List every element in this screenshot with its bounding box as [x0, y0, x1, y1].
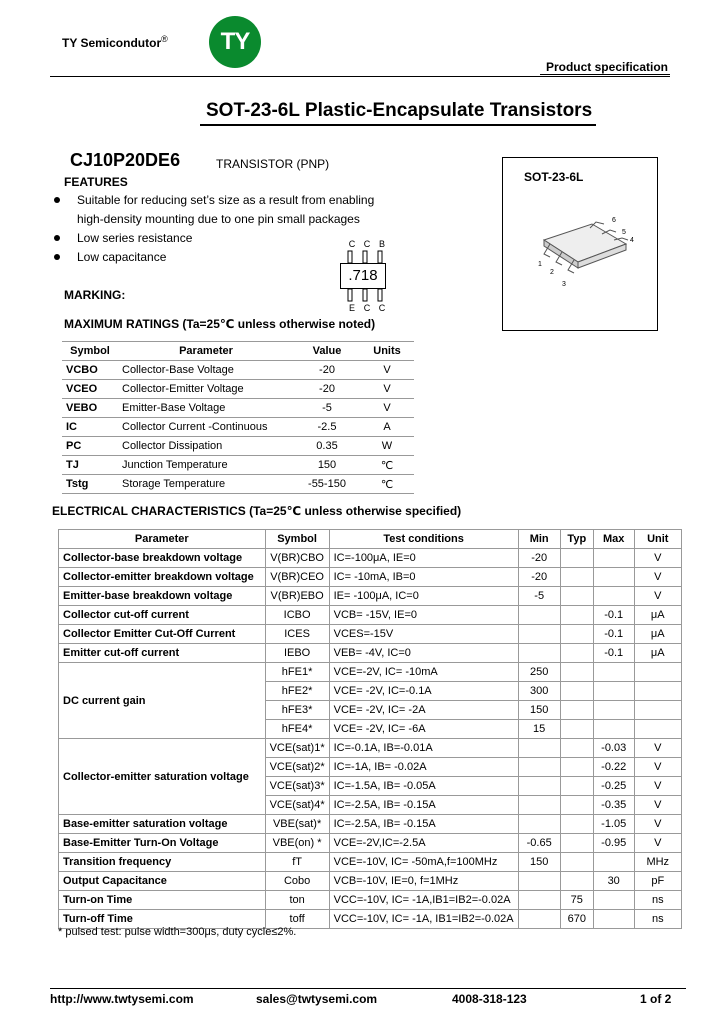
- max-ratings-table: [62, 341, 414, 494]
- table-cell: VCE= -2V, IC= -6A: [329, 720, 518, 739]
- table-cell: VEB= -4V, IC=0: [329, 644, 518, 663]
- table-cell: hFE3*: [265, 701, 329, 720]
- table-cell: IC=-0.1A, IB=-0.01A: [329, 739, 518, 758]
- table-cell: [518, 872, 560, 891]
- table-cell: V(BR)CEO: [265, 568, 329, 587]
- table-cell: [593, 587, 634, 606]
- col-header: Max: [593, 530, 634, 549]
- table-cell: V: [360, 380, 414, 399]
- col-header: Test conditions: [329, 530, 518, 549]
- registered-mark: ®: [161, 34, 168, 44]
- table-cell: Collector-Emitter Voltage: [118, 380, 294, 399]
- table-cell: IC=-100μA, IE=0: [329, 549, 518, 568]
- table-cell: MHz: [634, 853, 681, 872]
- marking-pin-label: E: [348, 303, 355, 313]
- footer-url[interactable]: http://www.twtysemi.com: [50, 992, 194, 1006]
- table-cell: [560, 701, 593, 720]
- table-cell: Collector cut-off current: [59, 606, 266, 625]
- feature-item: Low series resistance: [77, 231, 193, 245]
- table-cell: [634, 720, 681, 739]
- table-cell: Collector Dissipation: [118, 437, 294, 456]
- table-cell: Base-emitter saturation voltage: [59, 815, 266, 834]
- col-header: Units: [360, 342, 414, 361]
- col-header: Symbol: [62, 342, 118, 361]
- table-cell: V: [634, 549, 681, 568]
- table-cell: Collector-emitter saturation voltage: [59, 739, 266, 815]
- table-cell: pF: [634, 872, 681, 891]
- table-cell: VCE=-10V, IC= -50mA,f=100MHz: [329, 853, 518, 872]
- table-cell: ton: [265, 891, 329, 910]
- table-cell: A: [360, 418, 414, 437]
- table-cell: hFE2*: [265, 682, 329, 701]
- pin-label: 4: [630, 237, 634, 244]
- table-row: [59, 891, 682, 910]
- package-drawing-icon: [530, 210, 640, 290]
- table-cell: IC=-1A, IB= -0.02A: [329, 758, 518, 777]
- table-cell: Turn-off Time: [59, 910, 266, 929]
- footer-email[interactable]: sales@twtysemi.com: [256, 992, 378, 1006]
- table-cell: [560, 720, 593, 739]
- product-spec-label: Product specification: [545, 60, 668, 74]
- table-cell: μA: [634, 606, 681, 625]
- table-cell: [518, 777, 560, 796]
- marking-pin-label: C: [348, 239, 356, 249]
- electrical-table: [58, 529, 682, 929]
- table-row: [59, 625, 682, 644]
- table-cell: V: [634, 758, 681, 777]
- table-row: [59, 834, 682, 853]
- marking-code: .718: [340, 263, 386, 289]
- table-cell: [634, 701, 681, 720]
- table-cell: [518, 758, 560, 777]
- footer-phone: 4008-318-123: [452, 992, 527, 1006]
- table-row: [59, 606, 682, 625]
- table-cell: ℃: [360, 456, 414, 475]
- table-cell: [518, 891, 560, 910]
- table-cell: Tstg: [62, 475, 118, 494]
- table-cell: V: [634, 739, 681, 758]
- table-cell: V(BR)CBO: [265, 549, 329, 568]
- table-cell: [560, 872, 593, 891]
- table-cell: -0.25: [593, 777, 634, 796]
- table-cell: VCE= -2V, IC=-0.1A: [329, 682, 518, 701]
- marking-pin-label: C: [378, 303, 386, 313]
- table-cell: DC current gain: [59, 663, 266, 739]
- table-cell: -20: [294, 380, 360, 399]
- max-ratings-title: MAXIMUM RATINGS (Ta=25℃ unless otherwise noted): [64, 317, 376, 331]
- table-cell: VCC=-10V, IC= -1A,IB1=IB2=-0.02A: [329, 891, 518, 910]
- table-cell: -5: [518, 587, 560, 606]
- table-row: [59, 549, 682, 568]
- table-cell: [560, 644, 593, 663]
- table-cell: Base-Emitter Turn-On Voltage: [59, 834, 266, 853]
- table-row: [59, 644, 682, 663]
- table-cell: [560, 739, 593, 758]
- table-cell: -20: [518, 549, 560, 568]
- footer-page: 1 of 2: [640, 992, 672, 1006]
- marking-pin-label: C: [363, 239, 371, 249]
- marking-pin-label: B: [378, 239, 385, 249]
- table-cell: VBE(sat)*: [265, 815, 329, 834]
- bullet-icon: [54, 254, 60, 260]
- table-cell: 150: [518, 853, 560, 872]
- table-cell: -0.95: [593, 834, 634, 853]
- table-cell: Emitter-base breakdown voltage: [59, 587, 266, 606]
- table-cell: Emitter-Base Voltage: [118, 399, 294, 418]
- table-cell: ICES: [265, 625, 329, 644]
- table-row: [62, 437, 414, 456]
- table-cell: -20: [294, 361, 360, 380]
- marking-heading: MARKING:: [64, 288, 126, 302]
- table-cell: -2.5: [294, 418, 360, 437]
- pin-label: 6: [612, 217, 616, 224]
- table-cell: [560, 796, 593, 815]
- electrical-title: ELECTRICAL CHARACTERISTICS (Ta=25℃ unless otherwise specified): [52, 504, 462, 518]
- table-row: [62, 361, 414, 380]
- table-cell: [560, 682, 593, 701]
- col-header: Min: [518, 530, 560, 549]
- table-cell: ℃: [360, 475, 414, 494]
- table-cell: hFE1*: [265, 663, 329, 682]
- table-cell: [593, 682, 634, 701]
- table-cell: -5: [294, 399, 360, 418]
- table-cell: [634, 682, 681, 701]
- table-cell: Output Capacitance: [59, 872, 266, 891]
- table-cell: V: [634, 568, 681, 587]
- table-cell: 300: [518, 682, 560, 701]
- pin-label: 5: [622, 229, 626, 236]
- table-cell: V: [634, 796, 681, 815]
- table-row: [59, 663, 682, 682]
- table-cell: Turn-on Time: [59, 891, 266, 910]
- table-cell: VCEO: [62, 380, 118, 399]
- table-cell: VCC=-10V, IC= -1A, IB1=IB2=-0.02A: [329, 910, 518, 929]
- table-cell: W: [360, 437, 414, 456]
- table-cell: [518, 644, 560, 663]
- feature-item: Suitable for reducing set’s size as a result from enabling: [77, 193, 375, 207]
- table-cell: [560, 815, 593, 834]
- table-cell: 0.35: [294, 437, 360, 456]
- table-cell: IC=-2.5A, IB= -0.15A: [329, 815, 518, 834]
- table-cell: [593, 891, 634, 910]
- table-cell: V: [634, 587, 681, 606]
- table-cell: Collector-emitter breakdown voltage: [59, 568, 266, 587]
- table-cell: VCE(sat)1*: [265, 739, 329, 758]
- table-cell: [518, 796, 560, 815]
- table-cell: 150: [294, 456, 360, 475]
- table-cell: IE= -100μA, IC=0: [329, 587, 518, 606]
- table-cell: Emitter cut-off current: [59, 644, 266, 663]
- table-cell: IC=-1.5A, IB= -0.05A: [329, 777, 518, 796]
- table-cell: -0.22: [593, 758, 634, 777]
- table-cell: Transition frequency: [59, 853, 266, 872]
- table-cell: [560, 758, 593, 777]
- table-cell: μA: [634, 644, 681, 663]
- table-row: [59, 872, 682, 891]
- table-cell: [634, 663, 681, 682]
- table-cell: VCB=-10V, IE=0, f=1MHz: [329, 872, 518, 891]
- marking-pin-label: C: [363, 303, 371, 313]
- table-cell: [593, 663, 634, 682]
- table-cell: V: [360, 399, 414, 418]
- table-cell: 30: [593, 872, 634, 891]
- table-cell: -20: [518, 568, 560, 587]
- table-cell: [560, 777, 593, 796]
- table-cell: -55-150: [294, 475, 360, 494]
- table-cell: [560, 549, 593, 568]
- table-cell: [593, 549, 634, 568]
- table-cell: IC: [62, 418, 118, 437]
- table-row: [59, 587, 682, 606]
- table-row: [59, 853, 682, 872]
- table-row: [62, 399, 414, 418]
- footnote: * pulsed test: pulse width=300μs, duty cycle≤2%.: [58, 926, 297, 938]
- table-cell: Collector Current -Continuous: [118, 418, 294, 437]
- col-header: Typ: [560, 530, 593, 549]
- pin-label: 3: [562, 281, 566, 288]
- table-cell: -0.35: [593, 796, 634, 815]
- table-cell: VCE(sat)4*: [265, 796, 329, 815]
- table-cell: hFE4*: [265, 720, 329, 739]
- table-cell: Junction Temperature: [118, 456, 294, 475]
- table-cell: Collector-Base Voltage: [118, 361, 294, 380]
- table-cell: -0.65: [518, 834, 560, 853]
- table-cell: VCE(sat)2*: [265, 758, 329, 777]
- table-row: [59, 815, 682, 834]
- table-cell: VBE(on) *: [265, 834, 329, 853]
- footer-divider: [50, 988, 686, 989]
- table-cell: VCE(sat)3*: [265, 777, 329, 796]
- table-cell: IC=-2.5A, IB= -0.15A: [329, 796, 518, 815]
- pin-label: 1: [538, 261, 542, 268]
- feature-item: high-density mounting due to one pin small packages: [77, 212, 360, 226]
- table-cell: 15: [518, 720, 560, 739]
- spec-underline: [540, 74, 670, 75]
- table-cell: V: [360, 361, 414, 380]
- table-cell: VCE= -2V, IC= -2A: [329, 701, 518, 720]
- table-cell: IC= -10mA, IB=0: [329, 568, 518, 587]
- col-header: Symbol: [265, 530, 329, 549]
- table-row: [62, 380, 414, 399]
- part-number: CJ10P20DE6: [70, 150, 181, 170]
- table-cell: Collector-base breakdown voltage: [59, 549, 266, 568]
- table-cell: 670: [560, 910, 593, 929]
- table-cell: VEBO: [62, 399, 118, 418]
- ty-logo: TY: [209, 16, 261, 68]
- col-header: Value: [294, 342, 360, 361]
- table-cell: fT: [265, 853, 329, 872]
- table-cell: -1.05: [593, 815, 634, 834]
- table-cell: [560, 625, 593, 644]
- table-cell: Collector Emitter Cut-Off Current: [59, 625, 266, 644]
- table-cell: [518, 739, 560, 758]
- table-row: [62, 418, 414, 437]
- table-cell: -0.1: [593, 644, 634, 663]
- table-cell: ICBO: [265, 606, 329, 625]
- table-cell: [560, 853, 593, 872]
- table-cell: toff: [265, 910, 329, 929]
- table-cell: 150: [518, 701, 560, 720]
- table-cell: 250: [518, 663, 560, 682]
- col-header: Parameter: [59, 530, 266, 549]
- table-cell: [593, 910, 634, 929]
- table-cell: V(BR)EBO: [265, 587, 329, 606]
- table-cell: [593, 720, 634, 739]
- package-label: SOT-23-6L: [524, 170, 584, 184]
- table-cell: VCES=-15V: [329, 625, 518, 644]
- table-cell: [560, 606, 593, 625]
- table-cell: Cobo: [265, 872, 329, 891]
- pin-label: 2: [550, 269, 554, 276]
- table-cell: [560, 568, 593, 587]
- table-cell: IEBO: [265, 644, 329, 663]
- document-title: SOT-23-6L Plastic-Encapsulate Transistors: [200, 100, 596, 126]
- table-cell: V: [634, 834, 681, 853]
- header-divider: [50, 76, 670, 77]
- features-heading: FEATURES: [64, 175, 128, 189]
- table-row: [59, 568, 682, 587]
- table-cell: [593, 568, 634, 587]
- table-cell: -0.03: [593, 739, 634, 758]
- bullet-icon: [54, 197, 60, 203]
- table-row: [59, 739, 682, 758]
- col-header: Unit: [634, 530, 681, 549]
- table-cell: -0.1: [593, 606, 634, 625]
- table-cell: [518, 815, 560, 834]
- table-cell: [518, 606, 560, 625]
- table-cell: Storage Temperature: [118, 475, 294, 494]
- table-cell: [560, 834, 593, 853]
- table-cell: [518, 625, 560, 644]
- table-cell: 75: [560, 891, 593, 910]
- table-cell: VCBO: [62, 361, 118, 380]
- table-cell: [560, 663, 593, 682]
- table-cell: μA: [634, 625, 681, 644]
- part-type: TRANSISTOR (PNP): [216, 157, 330, 171]
- table-cell: [593, 853, 634, 872]
- table-row: [62, 456, 414, 475]
- brand-name: TY Semicondutor®: [62, 34, 168, 50]
- table-cell: TJ: [62, 456, 118, 475]
- table-cell: PC: [62, 437, 118, 456]
- table-cell: VCB= -15V, IE=0: [329, 606, 518, 625]
- feature-item: Low capacitance: [77, 250, 167, 264]
- bullet-icon: [54, 235, 60, 241]
- table-cell: ns: [634, 891, 681, 910]
- table-cell: ns: [634, 910, 681, 929]
- table-cell: [560, 587, 593, 606]
- table-cell: VCE=-2V, IC= -10mA: [329, 663, 518, 682]
- table-row: [62, 475, 414, 494]
- table-cell: V: [634, 777, 681, 796]
- table-cell: VCE=-2V,IC=-2.5A: [329, 834, 518, 853]
- col-header: Parameter: [118, 342, 294, 361]
- table-cell: [593, 701, 634, 720]
- table-cell: V: [634, 815, 681, 834]
- table-cell: [518, 910, 560, 929]
- table-cell: -0.1: [593, 625, 634, 644]
